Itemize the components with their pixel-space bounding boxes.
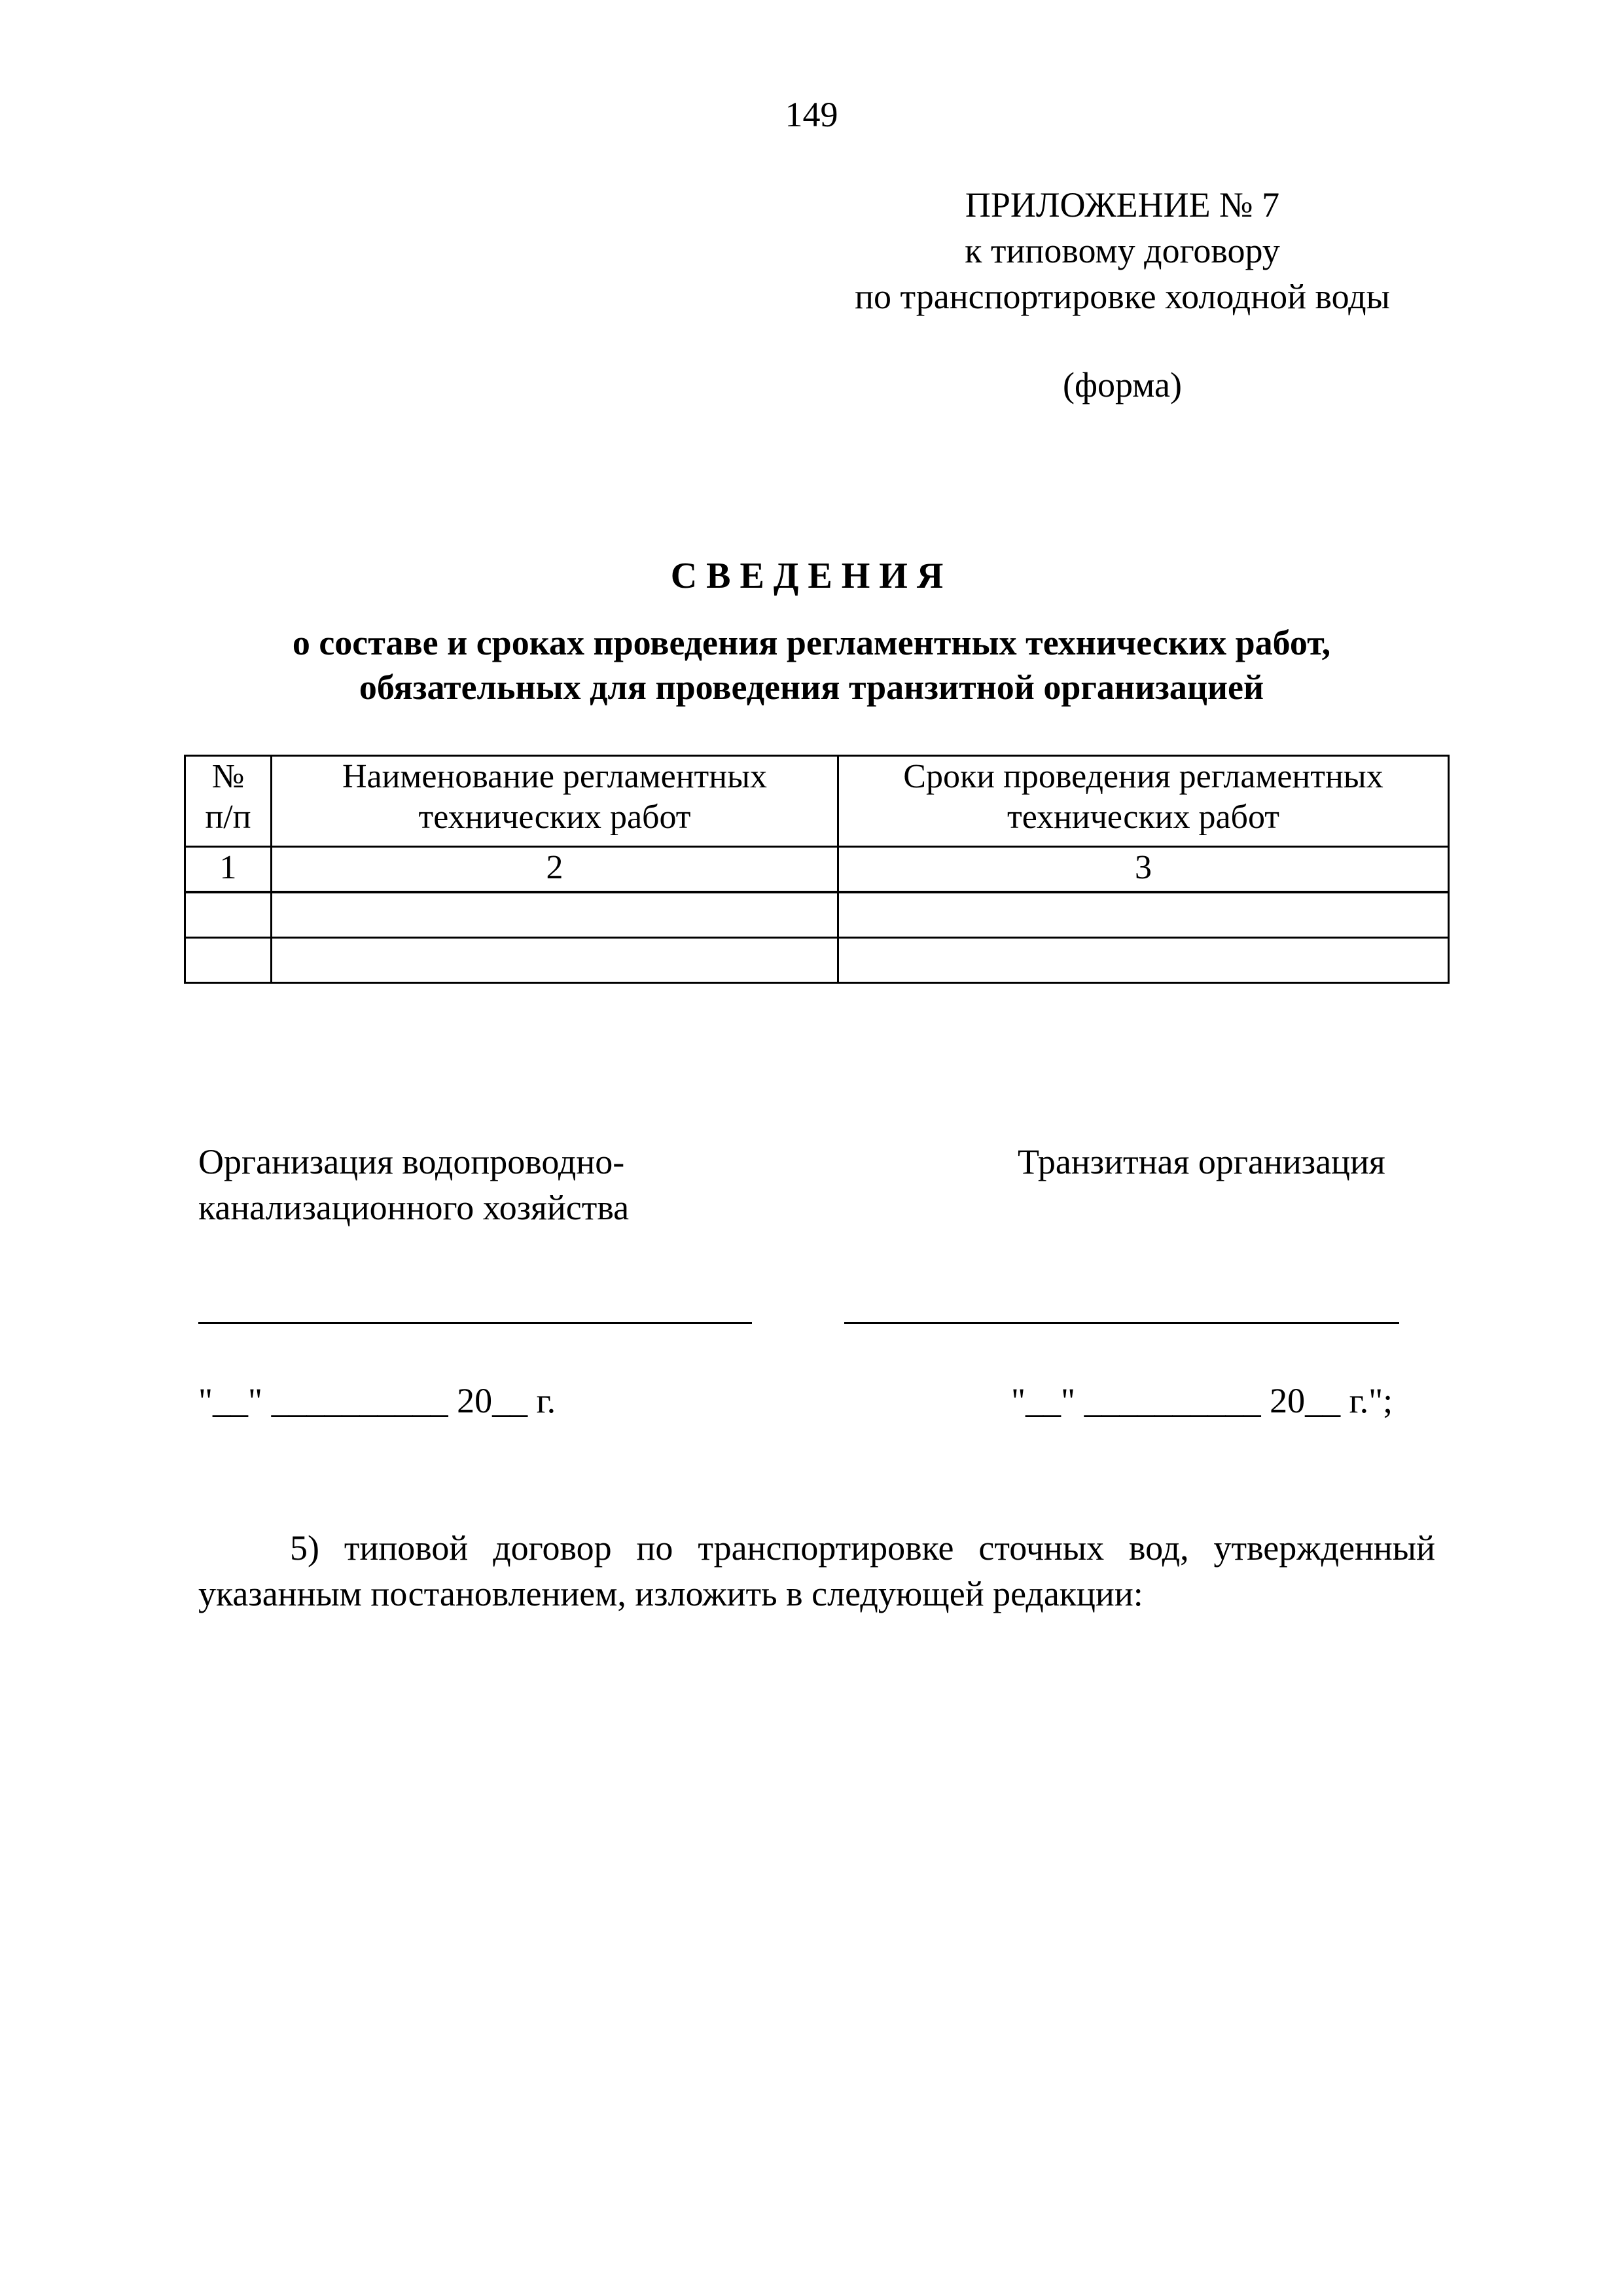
table-header-work-dates-line-2: технических работ	[1007, 798, 1280, 836]
page-number: 149	[785, 95, 838, 134]
table-column-number-cell: 2	[272, 847, 838, 893]
signature-right-org: Транзитная организация	[1018, 1142, 1385, 1181]
table-header-work-name	[272, 756, 838, 847]
date-field-right: "__" __________ 20__ г.";	[1011, 1381, 1393, 1420]
signature-left-org-line-2: канализационного хозяйства	[198, 1188, 630, 1227]
table-header-work-name-line-1: Наименование регламентных	[342, 758, 768, 795]
paragraph-line-2: указанным постановлением, изложить в следующей редакции:	[198, 1574, 1143, 1613]
table-cell	[272, 892, 838, 938]
table-cell	[272, 938, 838, 983]
table-header-row	[185, 756, 1449, 847]
table-cell	[838, 892, 1449, 938]
table-column-number-cell: 3	[838, 847, 1449, 893]
document-title: СВЕДЕНИЯ	[670, 556, 953, 596]
table-cell	[838, 938, 1449, 983]
appendix-title: ПРИЛОЖЕНИЕ № 7	[965, 185, 1280, 224]
signature-line-left	[198, 1322, 752, 1324]
table-header-number-line-1: №	[211, 758, 245, 795]
table-column-numbers-row	[185, 847, 1449, 893]
table-header-number	[185, 756, 272, 847]
signature-line-right	[844, 1322, 1399, 1324]
works-table	[184, 755, 1450, 984]
date-field-left: "__" __________ 20__ г.	[198, 1381, 556, 1420]
signature-left-org-line-1: Организация водопроводно-	[198, 1142, 625, 1181]
table-header-work-dates	[838, 756, 1449, 847]
form-label: (форма)	[1063, 365, 1182, 404]
table-header-work-name-line-2: технических работ	[418, 798, 691, 836]
document-subtitle-line-2: обязательных для проведения транзитной организацией	[359, 668, 1264, 707]
appendix-reference-line-2: по транспортировке холодной воды	[855, 277, 1390, 316]
table-row	[185, 892, 1449, 938]
table-cell	[185, 892, 272, 938]
document-subtitle-line-1: о составе и сроках проведения регламентных технических работ,	[292, 623, 1331, 662]
table-header-number-line-2: п/п	[205, 798, 251, 836]
table-cell	[185, 938, 272, 983]
table-row	[185, 938, 1449, 983]
table-header-work-dates-line-1: Сроки проведения регламентных	[903, 758, 1383, 795]
paragraph-line-1: 5) типовой договор по транспортировке сточных вод, утвержденный	[290, 1528, 1435, 1568]
appendix-reference-line-1: к типовому договору	[965, 231, 1280, 270]
works-table-container	[184, 755, 1448, 984]
table-column-number-cell: 1	[185, 847, 272, 893]
